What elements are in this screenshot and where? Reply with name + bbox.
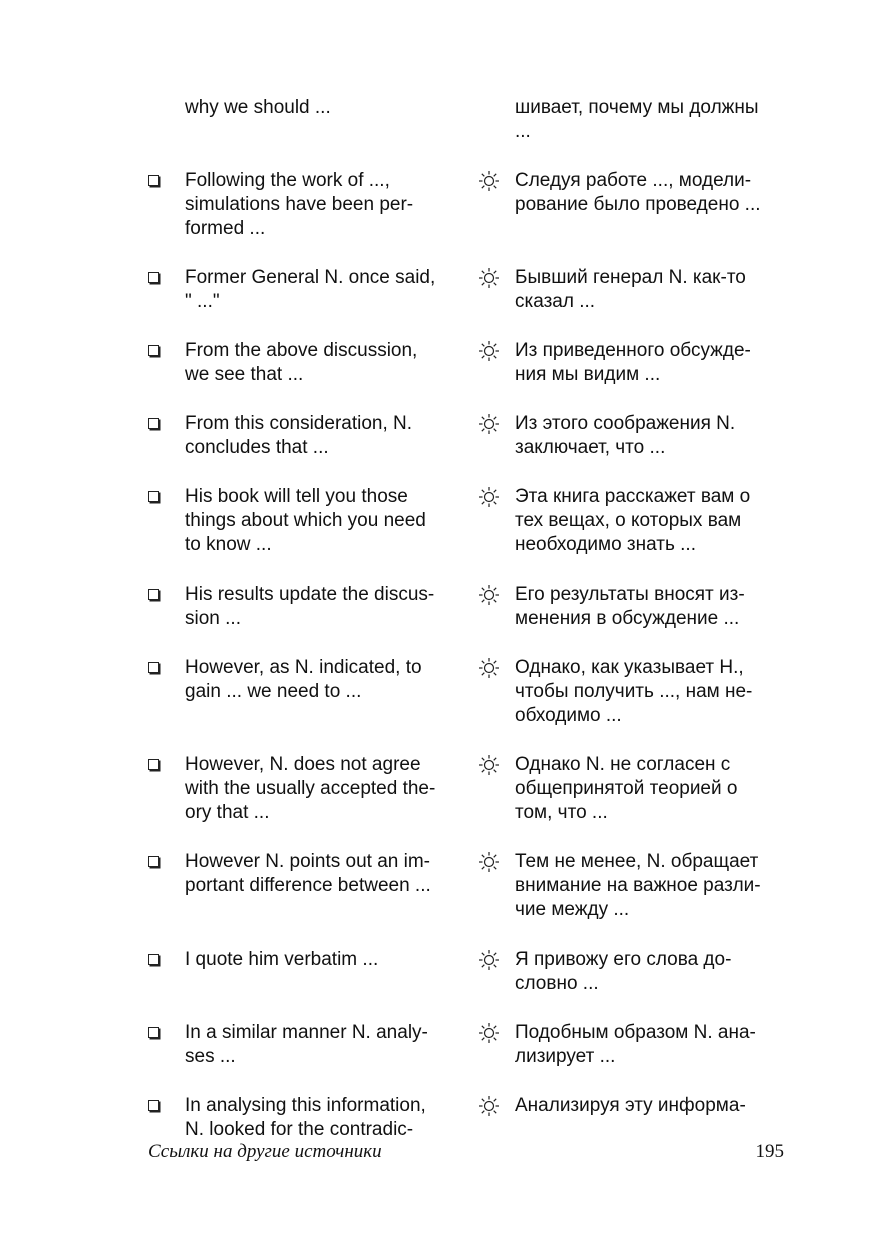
checkbox-icon	[148, 418, 159, 429]
english-phrase: Following the work of ..., simulations have been per- formed ...	[185, 170, 414, 239]
english-phrase: His book will tell you those things about which you need to know ...	[185, 486, 426, 555]
checkbox-icon	[148, 662, 159, 673]
russian-phrase: Из этого соображения N. заключает, что ...	[515, 413, 736, 458]
english-phrase: I quote him verbatim ...	[185, 949, 379, 970]
english-phrase: In analysing this information, N. looked for the contradic-	[185, 1095, 426, 1140]
checkbox-icon	[148, 272, 159, 283]
checkbox-icon	[148, 589, 159, 600]
checkbox-icon	[148, 856, 159, 867]
russian-phrase: Следуя работе ..., модели- рование было проведено ...	[515, 170, 761, 215]
checkbox-icon	[148, 491, 159, 502]
english-phrase: From the above discussion, we see that ...	[185, 340, 418, 385]
sun-icon	[478, 949, 500, 971]
english-phrase: His results update the discus- sion ...	[185, 584, 435, 629]
english-phrase: why we should ...	[185, 97, 331, 118]
sun-icon	[478, 1095, 500, 1117]
russian-phrase: Я привожу его слова до- словно ...	[515, 949, 732, 994]
checkbox-icon	[148, 175, 159, 186]
russian-phrase: шивает, почему мы должны ...	[515, 97, 759, 142]
english-phrase: In a similar manner N. analy- ses ...	[185, 1022, 428, 1067]
checkbox-icon	[148, 1100, 159, 1111]
russian-phrase: Однако N. не согласен с общепринятой теорией о том, что ...	[515, 754, 738, 823]
sun-icon	[478, 1022, 500, 1044]
checkbox-icon	[148, 954, 159, 965]
russian-phrase: Подобным образом N. ана- лизирует ...	[515, 1022, 756, 1067]
russian-phrase: Однако, как указывает Н., чтобы получить ..., нам не- обходимо ...	[515, 657, 753, 726]
sun-icon	[478, 851, 500, 873]
checkbox-icon	[148, 345, 159, 356]
sun-icon	[478, 657, 500, 679]
sun-icon	[478, 340, 500, 362]
sun-icon	[478, 486, 500, 508]
sun-icon	[478, 754, 500, 776]
sun-icon	[478, 584, 500, 606]
page-number: 195	[755, 1141, 784, 1162]
footer-section-title: Ссылки на другие источники	[148, 1141, 382, 1162]
checkbox-icon	[148, 1027, 159, 1038]
english-phrase: Former General N. once said, " ..."	[185, 267, 436, 312]
russian-phrase: Эта книга расскажет вам о тех вещах, о которых вам необходимо знать ...	[515, 486, 751, 555]
english-phrase: However, as N. indicated, to gain ... we need to ...	[185, 657, 422, 702]
english-phrase: However, N. does not agree with the usually accepted the- ory that ...	[185, 754, 436, 823]
sun-icon	[478, 413, 500, 435]
english-phrase: However N. points out an im- portant difference between ...	[185, 851, 431, 896]
russian-phrase: Его результаты вносят из- менения в обсуждение ...	[515, 584, 745, 629]
checkbox-icon	[148, 759, 159, 770]
sun-icon	[478, 267, 500, 289]
sun-icon	[478, 170, 500, 192]
english-phrase: From this consideration, N. concludes that ...	[185, 413, 413, 458]
russian-phrase: Анализируя эту информа-	[515, 1095, 746, 1116]
russian-phrase: Тем не менее, N. обращает внимание на важное разли- чие между ...	[515, 851, 761, 920]
russian-phrase: Бывший генерал N. как-то сказал ...	[515, 267, 746, 312]
russian-phrase: Из приведенного обсужде- ния мы видим ...	[515, 340, 751, 385]
